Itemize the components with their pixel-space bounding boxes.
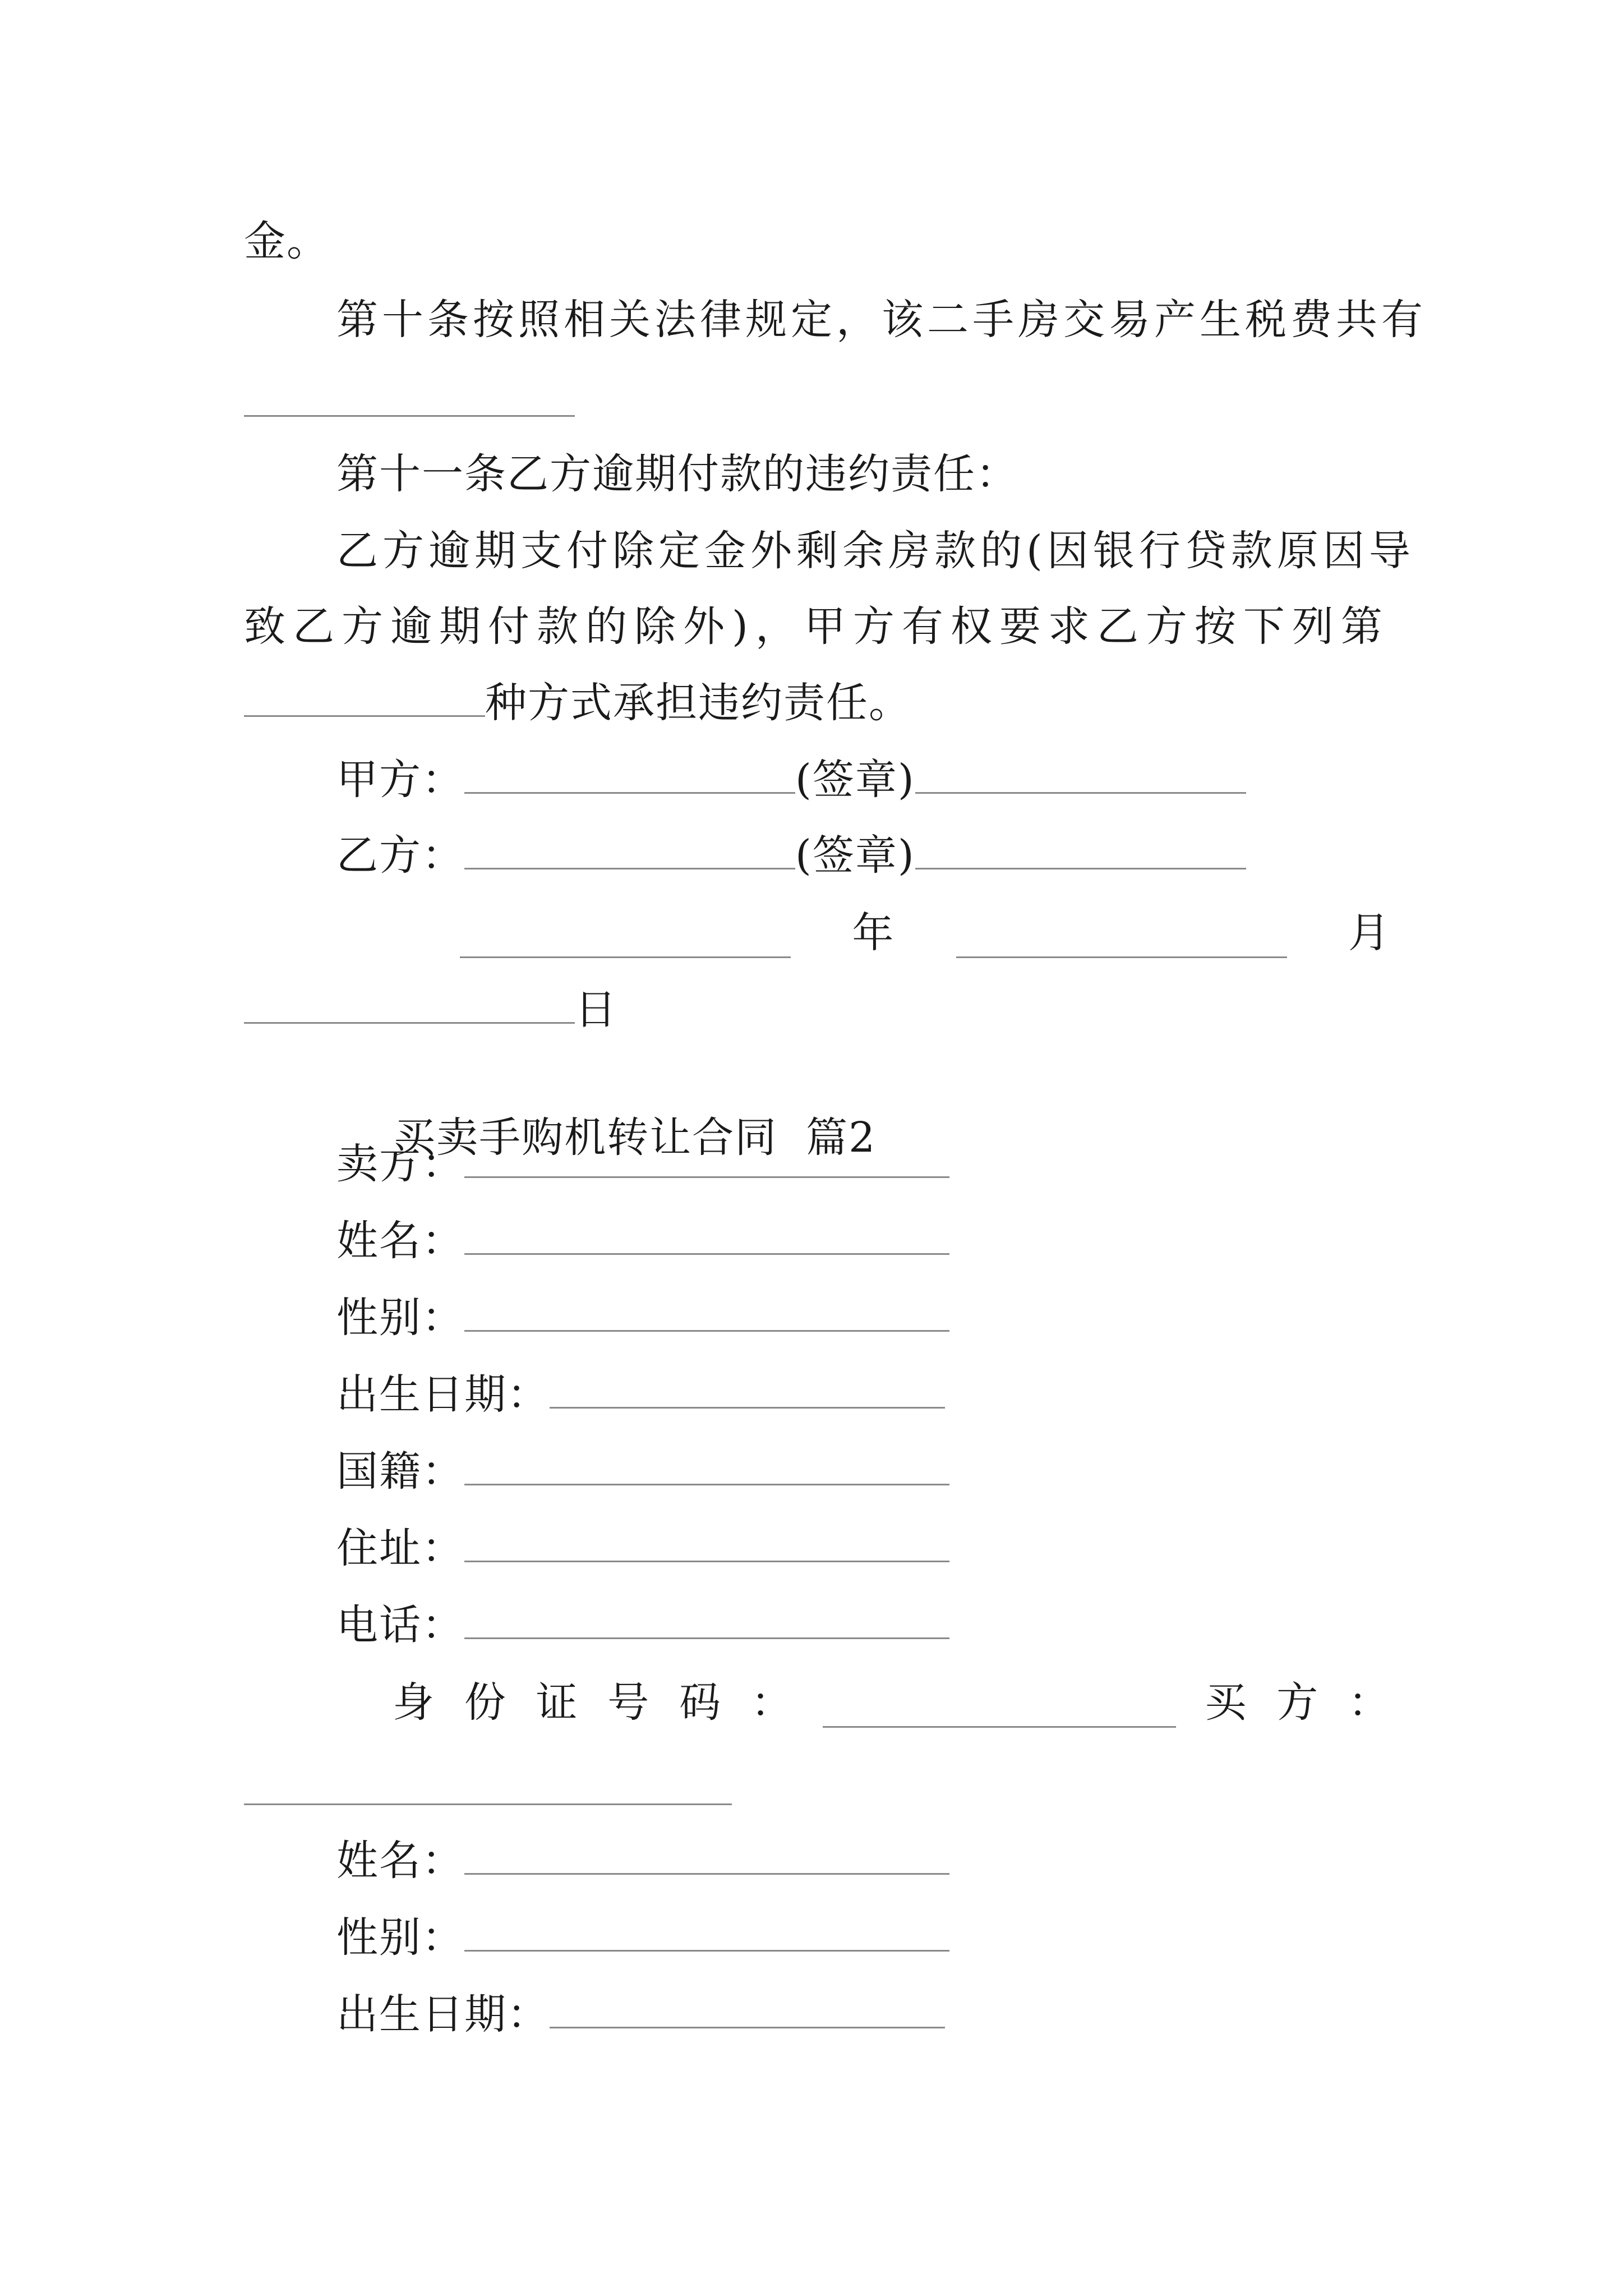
section-heading-text: 买卖手购机转让合同 篇2 <box>394 1114 877 1162</box>
seller-phone-blank[interactable] <box>464 1603 949 1639</box>
phone-label: 电话： <box>336 1601 464 1649</box>
buyer-char: 买 <box>1205 1678 1248 1727</box>
article-10-text: 第十条按照相关法律规定，该二手房交易产生税费共有 <box>336 296 1427 344</box>
seller-gender-line <box>336 1292 949 1343</box>
article-10 <box>336 295 1427 345</box>
party-a-seal-blank[interactable] <box>915 757 1246 794</box>
buyer-gender-line <box>336 1912 949 1963</box>
day-label: 日 <box>575 986 617 1034</box>
seller-address-blank[interactable] <box>464 1526 949 1562</box>
buyer-char: ： <box>1348 1678 1391 1727</box>
party-a-label: 甲方： <box>336 756 464 804</box>
article-11-title-text: 第十一条乙方逾期付款的违约责任： <box>336 450 1018 498</box>
id-char: 份 <box>464 1678 507 1727</box>
option-number-blank[interactable] <box>244 680 485 717</box>
id-char: ： <box>750 1678 794 1727</box>
seller-name-blank[interactable] <box>464 1218 949 1255</box>
tax-amount-blank[interactable] <box>244 415 575 417</box>
seller-phone-line <box>336 1600 949 1650</box>
seller-blank[interactable] <box>464 1142 949 1178</box>
name-label: 姓名： <box>336 1217 464 1265</box>
para-text: 致乙方逾期付款的除外)，甲方有权要求乙方按下列第 <box>244 602 1390 651</box>
buyer-blank[interactable] <box>244 1803 732 1805</box>
buyer-birth-blank[interactable] <box>550 1992 945 2028</box>
id-char: 身 <box>393 1678 435 1727</box>
text-line-1 <box>244 216 329 266</box>
buyer-gender-blank[interactable] <box>464 1915 949 1952</box>
month-label: 月 <box>1348 909 1391 957</box>
id-buyer-line <box>393 1677 1391 1728</box>
year-label: 年 <box>852 909 895 957</box>
year-blank[interactable] <box>460 922 791 958</box>
party-b-label: 乙方： <box>336 831 464 880</box>
seller-name-line <box>336 1216 949 1266</box>
month-blank[interactable] <box>956 922 1287 958</box>
id-char: 号 <box>607 1678 651 1727</box>
party-b-signature-line <box>336 830 1246 881</box>
party-a-name-blank[interactable] <box>464 757 795 794</box>
date-line <box>460 908 1391 958</box>
address-label: 住址： <box>336 1524 464 1572</box>
seller-label: 卖方： <box>336 1140 464 1188</box>
gender-label: 性别： <box>336 1294 464 1342</box>
day-blank[interactable] <box>244 987 575 1024</box>
buyer-char: 方 <box>1276 1678 1320 1727</box>
birth-label: 出生日期： <box>336 1990 550 2039</box>
seller-address-line <box>336 1523 949 1573</box>
buyer-birth-line <box>336 1989 945 2040</box>
seller-nationality-line <box>336 1446 949 1497</box>
seller-birth-line <box>336 1369 945 1420</box>
party-a-signature-line <box>336 754 1246 805</box>
seal-label: (签章) <box>795 756 915 804</box>
day-line <box>244 984 617 1035</box>
buyer-name-line <box>336 1835 949 1886</box>
id-char: 码 <box>679 1678 722 1727</box>
id-char: 证 <box>536 1678 579 1727</box>
nationality-label: 国籍： <box>336 1447 464 1496</box>
article-11-para-line2 <box>244 601 1391 652</box>
party-b-seal-blank[interactable] <box>915 833 1246 869</box>
birth-label: 出生日期： <box>336 1370 550 1419</box>
seller-id-blank[interactable] <box>823 1691 1176 1728</box>
name-label: 姓名： <box>336 1837 464 1885</box>
seller-gender-blank[interactable] <box>464 1295 949 1332</box>
para-text: 种方式承担违约责任。 <box>485 679 911 727</box>
seller-nationality-blank[interactable] <box>464 1449 949 1485</box>
buyer-name-blank[interactable] <box>464 1838 949 1875</box>
article-11-title <box>336 449 1018 499</box>
seller-line <box>336 1139 949 1189</box>
section-heading <box>336 1062 876 1213</box>
party-b-name-blank[interactable] <box>464 833 795 869</box>
article-11-para-line3 <box>244 678 911 728</box>
para-text: 乙方逾期支付除定金外剩余房款的(因银行贷款原因导 <box>336 527 1415 575</box>
text-fragment: 金。 <box>244 217 329 265</box>
gender-label: 性别： <box>336 1913 464 1962</box>
seller-birth-blank[interactable] <box>550 1372 945 1409</box>
seal-label: (签章) <box>795 831 915 880</box>
article-11-para-line1 <box>336 526 1415 576</box>
